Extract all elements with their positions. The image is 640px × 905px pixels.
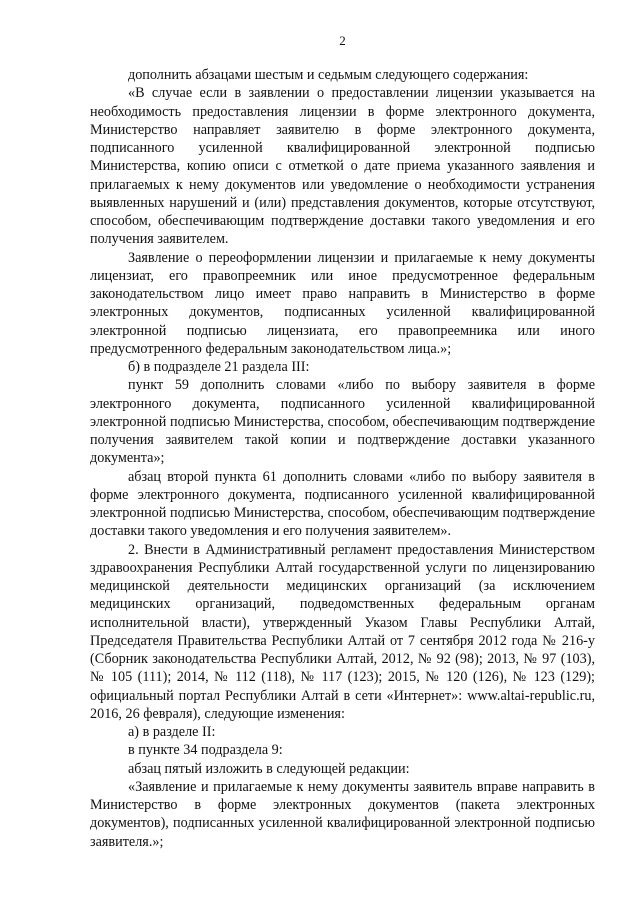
document-body bbox=[90, 66, 595, 851]
paragraph-reissue-application: Заявление о переоформлении лицензии и прилагаемые к нему документы лицензиат, его правопреемник или иное предусмотренное федеральным законодательством лицо имеет право направить в Министерство в форме электронных документов, подписанных усиленной квалифицированной электронной подписью лицензиата, его правопреемника или иного предусмотренного федеральным законодательством лица.»; bbox=[90, 249, 595, 357]
paragraph-item-34: в пункте 34 подраздела 9: bbox=[128, 742, 283, 759]
paragraph-section-ii: а) в разделе II: bbox=[128, 724, 216, 740]
page-number: 2 bbox=[339, 33, 346, 48]
paragraph-fifth-paragraph: абзац пятый изложить в следующей редакции: bbox=[128, 760, 410, 777]
paragraph-item-61: абзац второй пункта 61 дополнить словами «либо по выбору заявителя в форме электронного документа, подписанного усиленной квалифицированной электронной подписью Министерства, способом, обеспечивающим подтверждение доставки такого уведомления и его получения заявителем». bbox=[90, 468, 595, 540]
paragraph-subsection-21: б) в подразделе 21 раздела III: bbox=[128, 359, 310, 375]
paragraph-quote-electronic-documents: «Заявление и прилагаемые к нему документы заявитель вправе направить в Министерство в форме электронных документов (пакета электронных документов), подписанных усиленной квалифицированной электронной подписью заявителя.»; bbox=[90, 778, 595, 850]
paragraph-item-59: пункт 59 дополнить словами «либо по выбору заявителя в форме электронного документа, подписанного усиленной квалифицированной электронной подписью Министерства, способом, обеспечивающим подтверждение получения заявителем такой копии и подтверждение доставки указанного документа»; bbox=[90, 377, 595, 467]
paragraph-intro: дополнить абзацами шестым и седьмым следующего содержания: bbox=[128, 67, 529, 83]
paragraph-quote-electronic-license: «В случае если в заявлении о предоставлении лицензии указывается на необходимость предоставления лицензии в форме электронного документа, Министерство направляет заявителю в форме электронного документа, подписанного усиленной квалифицированной электронной подписью Министерства, копию описи с отметкой о дате приема указанного заявления и прилагаемых к нему документов или уведомление о необходимости устранения выявленных нарушений и (или) представления документов, которые отсутствуют, способом, обеспечивающим подтверждение доставки такого уведомления и его получения заявителем. bbox=[90, 85, 595, 248]
paragraph-section-2-amendments: 2. Внести в Административный регламент предоставления Министерством здравоохранения Республики Алтай государственной услуги по лицензированию медицинской деятельности медицинских организаций (за исключением медицинских организаций, подведомственных федеральным органам исполнительной власти), утвержденный Указом Главы Республики Алтай, Председателя Правительства Республики Алтай от 7 сентября 2012 года № 216-у (Сборник законодательства Республики Алтай, 2012, № 92 (98); 2013, № 97 (103), № 105 (111); 2014, № 112 (118), № 117 (123); 2015, № 120 (126), № 123 (129); официальный портал Республики Алтай в сети «Интернет»: www.altai-republic.ru, 2016, 26 февраля), следующие изменения: bbox=[90, 541, 595, 722]
